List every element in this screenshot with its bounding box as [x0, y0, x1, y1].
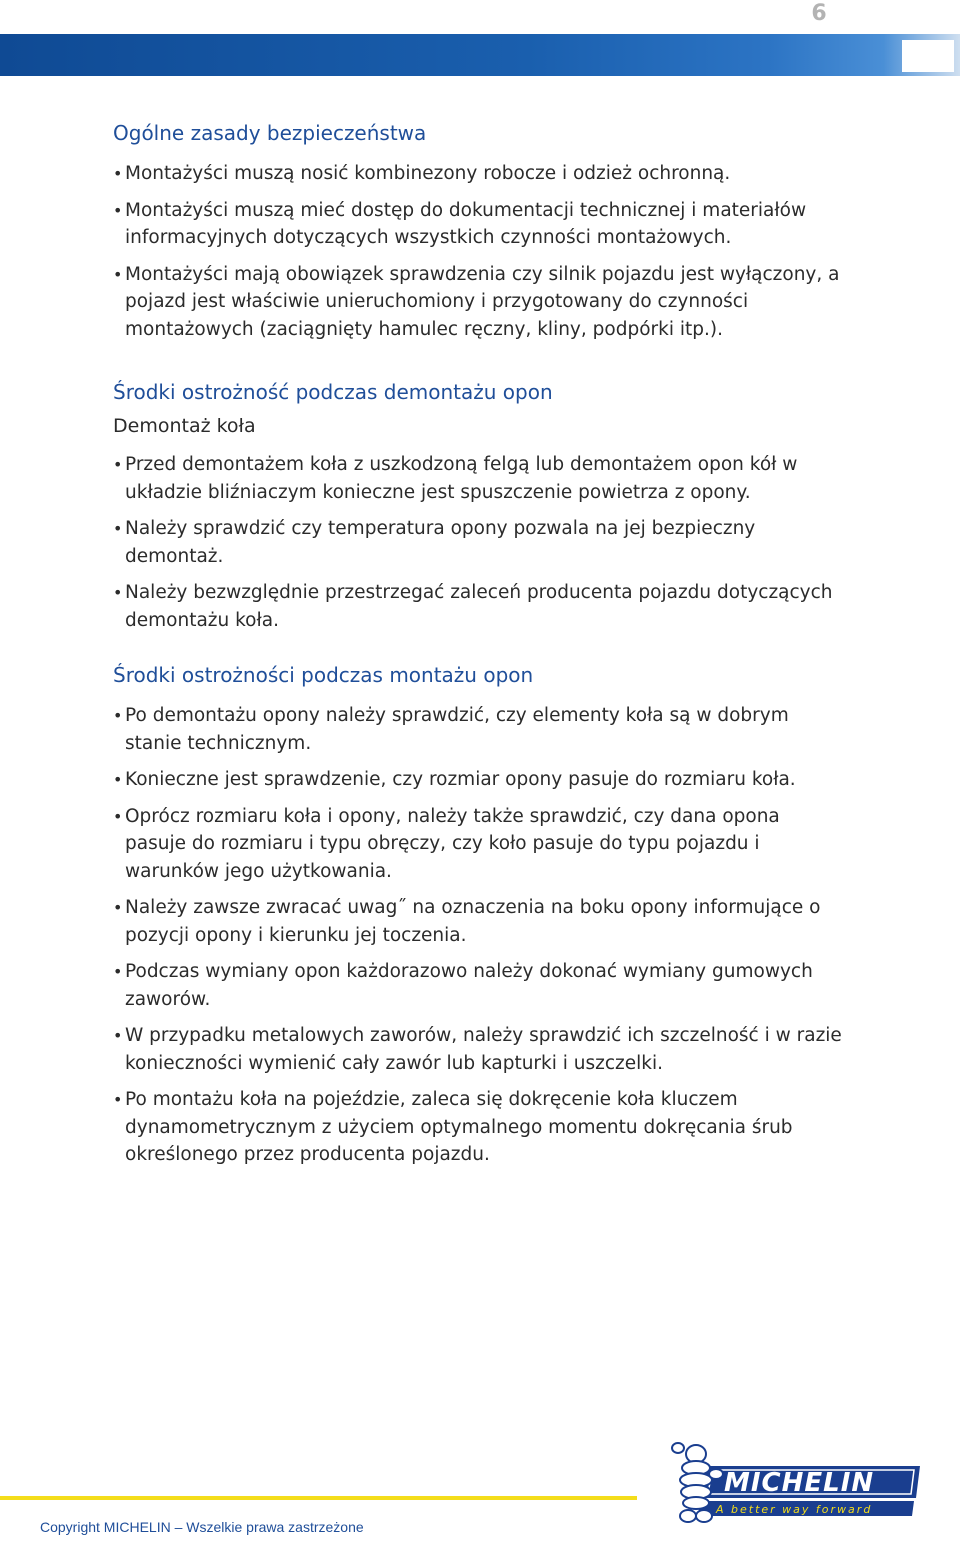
list-item: • Montażyści muszą nosić kombinezony robocze i odzież ochronną. — [113, 160, 843, 188]
list-item: • Konieczne jest sprawdzenie, czy rozmiar opony pasuje do rozmiaru koła. — [113, 766, 843, 794]
footer-divider — [0, 1496, 637, 1500]
list-item: • Po demontażu opony należy sprawdzić, czy elementy koła są w dobrym stanie technicznym. — [113, 702, 843, 757]
michelin-logo — [668, 1436, 923, 1528]
bullet-list — [113, 451, 843, 634]
list-item: • Należy zawsze zwracać uwag˝ na oznaczenia na boku opony informujące o pozycji opony i kierunku jej toczenia. — [113, 894, 843, 949]
list-item: • Oprócz rozmiaru koła i opony, należy także sprawdzić, czy dana opona pasuje do rozmiaru i typu obręczy, czy koło pasuje do typu pojazdu i warunków jego użytkowania. — [113, 803, 843, 886]
footer-copyright: Copyright MICHELIN – Wszelkie prawa zastrzeżone — [40, 1519, 364, 1535]
bullet-list — [113, 702, 843, 1169]
section-general-safety — [113, 118, 843, 343]
list-item: • Należy bezwzględnie przestrzegać zaleceń producenta pojazdu dotyczących demontażu koła. — [113, 579, 843, 634]
list-item: • W przypadku metalowych zaworów, należy sprawdzić ich szczelność i w razie konieczności wymienić cały zawór lub kapturki i uszczelki. — [113, 1022, 843, 1077]
section-subtitle: Demontaż koła — [113, 415, 256, 437]
logo-brand: MICHELIN — [724, 1468, 875, 1498]
list-item: • Montażyści muszą mieć dostęp do dokumentacji technicznej i materiałów informacyjnych dotyczących wszystkich czynności montażowych. — [113, 197, 843, 252]
list-item: • Podczas wymiany opon każdorazowo należy dokonać wymiany gumowych zaworów. — [113, 958, 843, 1013]
section-title: Środki ostrożności podczas montażu opon — [113, 663, 534, 687]
page-number: 6 — [811, 1, 827, 26]
section-title: Ogólne zasady bezpieczeństwa — [113, 121, 427, 145]
section-tire-removal — [113, 377, 843, 634]
list-item: • Przed demontażem koła z uszkodzoną felgą lub demontażem opon kół w układzie bliźniaczym konieczne jest spuszczenie powietrza z opony. — [113, 451, 843, 506]
header-band-notch — [902, 40, 954, 72]
header-band — [0, 34, 960, 76]
bullet-list — [113, 160, 843, 343]
section-tire-mounting — [113, 660, 843, 1169]
logo-tagline: A better way forward — [716, 1503, 873, 1516]
main-content — [113, 118, 843, 1178]
list-item: • Montażyści mają obowiązek sprawdzenia czy silnik pojazdu jest wyłączony, a pojazd jest właściwie unieruchomiony i przygotowany do czynności montażowych (zaciągnięty hamulec ręczny, kliny, podpórki itp.). — [113, 261, 843, 344]
list-item: • Po montażu koła na pojeździe, zaleca się dokręcenie koła kluczem dynamometrycznym z użyciem optymalnego momentu dokręcania śrub określonego przez producenta pojazdu. — [113, 1086, 843, 1169]
section-title: Środki ostrożność podczas demontażu opon — [113, 380, 553, 404]
list-item: • Należy sprawdzić czy temperatura opony pozwala na jej bezpieczny demontaż. — [113, 515, 843, 570]
